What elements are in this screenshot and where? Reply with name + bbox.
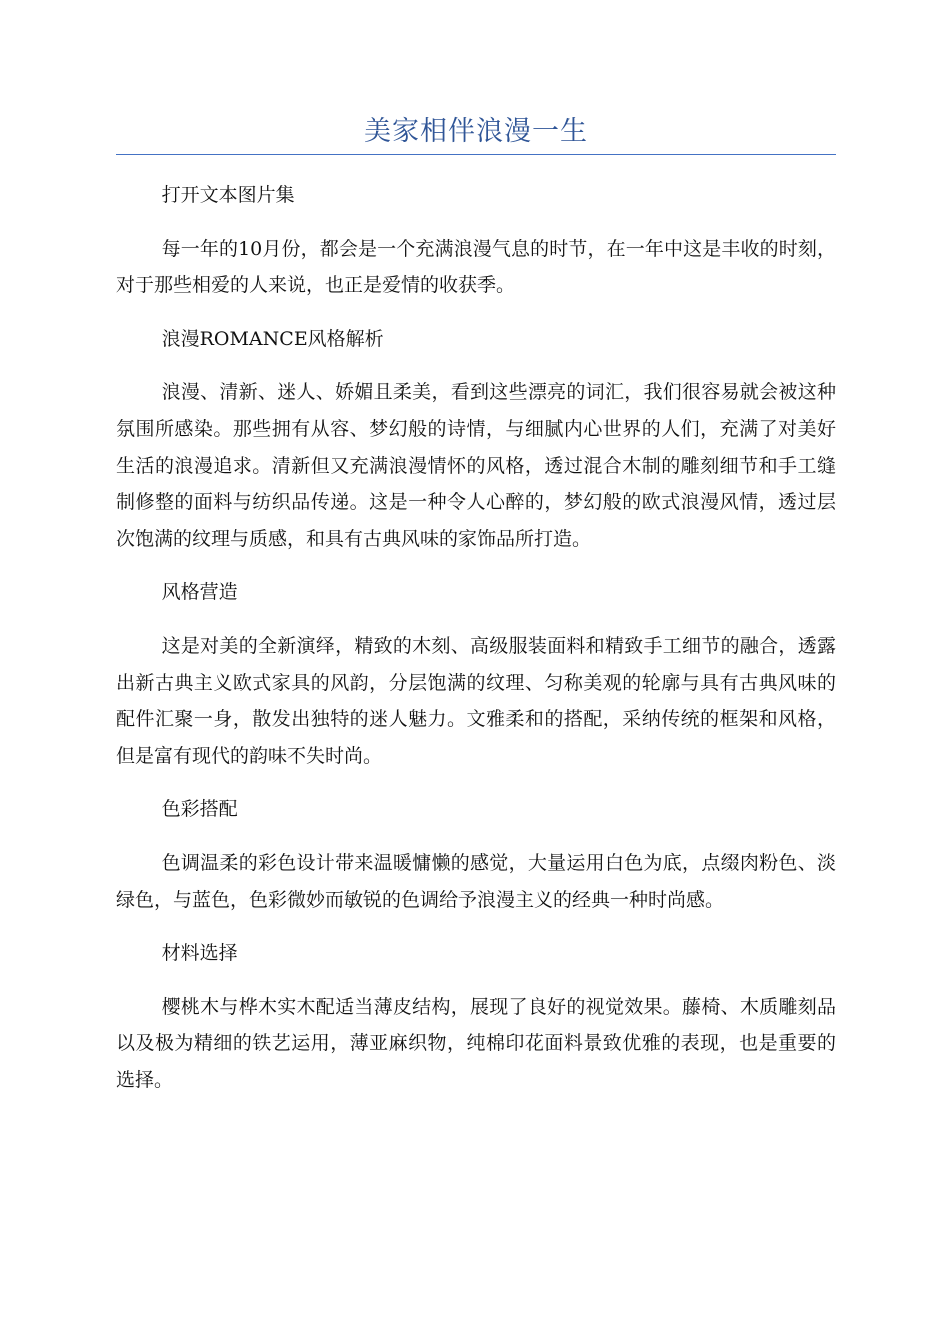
paragraph-style: 这是对美的全新演绎，精致的木刻、高级服装面料和精致手工细节的融合，透露出新古典主义欧式家具的风韵，分层饱满的纹理、匀称美观的轮廓与具有古典风味的配件汇聚一身，散发出独特的迷人魅力。文雅柔和的搭配，采纳传统的框架和风格，但是富有现代的韵味不失时尚。 <box>116 634 836 767</box>
document-body <box>116 177 836 1115</box>
section-heading-romance: 浪漫ROMANCE风格解析 <box>161 327 384 350</box>
section-heading-color: 色彩搭配 <box>161 798 238 821</box>
paragraph-romance: 浪漫、清新、迷人、娇媚且柔美，看到这些漂亮的词汇，我们很容易就会被这种氛围所感染。那些拥有从容、梦幻般的诗情，与细腻内心世界的人们，充满了对美好生活的浪漫追求。清新但又充满浪漫情怀的风格，透过混合木制的雕刻细节和手工缝制修整的面料与纺织品传递。这是一种令人心醉的，梦幻般的欧式浪漫风情，透过层次饱满的纹理与质感，和具有古典风味的家饰品所打造。 <box>116 381 836 550</box>
section-heading-style: 风格营造 <box>161 581 238 604</box>
document-title: 美家相伴浪漫一生 <box>364 116 588 147</box>
paragraph-gallery-link: 打开文本图片集 <box>161 184 295 206</box>
paragraph-material: 樱桃木与桦木实木配适当薄皮结构，展现了良好的视觉效果。藤椅、木质雕刻品以及极为精细的铁艺运用，薄亚麻织物，纯棉印花面料景致优雅的表现，也是重要的选择。 <box>116 995 836 1091</box>
document-page <box>116 0 836 1344</box>
paragraph-color: 色调温柔的彩色设计带来温暖慵懒的感觉，大量运用白色为底，点缀肉粉色、淡绿色，与蓝色，色彩微妙而敏锐的色调给予浪漫主义的经典一种时尚感。 <box>116 851 836 911</box>
section-heading-material: 材料选择 <box>161 942 238 965</box>
title-underline <box>116 154 836 155</box>
paragraph-intro: 每一年的10月份，都会是一个充满浪漫气息的时节，在一年中这是丰收的时刻，对于那些相爱的人来说，也正是爱情的收获季。 <box>116 237 836 297</box>
